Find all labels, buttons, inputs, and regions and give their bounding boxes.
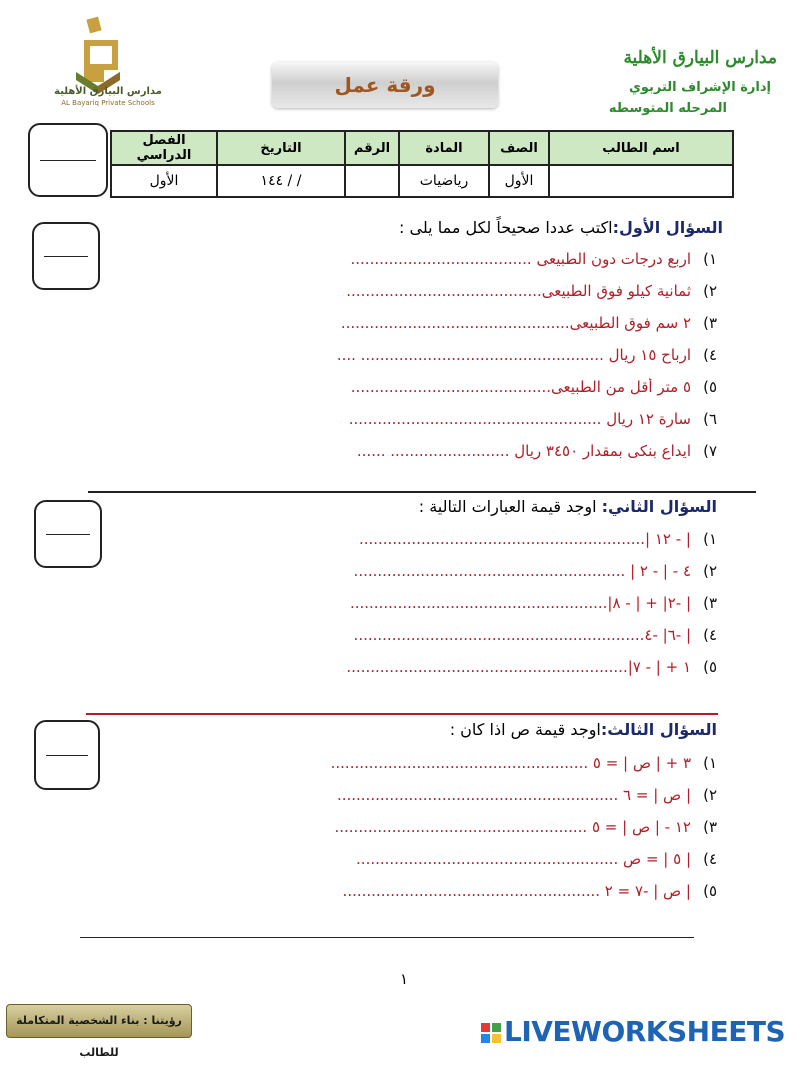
q2-prompt: اوجد قيمة العبارات التالية : [418,497,597,516]
q3-item-number: ٢) [703,786,717,804]
q1-item-text[interactable]: ارباح ١٥ ريال ................................................... .... [336,346,691,364]
q1-item-number: ١) [703,250,717,268]
divider-3 [80,937,694,938]
header-student-name: اسم الطالب [549,131,733,165]
q2-item-text[interactable]: | -٢| + | - ٨|...................................................... [349,594,691,612]
q3-heading [450,720,717,739]
divider-1 [88,491,756,493]
q3-item-text[interactable]: ١٢ - | ص | = ٥ ..................................................... [334,818,691,836]
q3-prompt: اوجد قيمة ص اذا كان : [449,720,601,739]
q2-item-text[interactable]: | - ١٢ |............................................................ [358,530,691,548]
subject-value: رياضيات [399,165,489,197]
school-name: مدارس البيارق الأهلية [623,48,777,68]
q1-prompt: اكتب عددا صحيحاً لكل مما يلى : [399,218,613,237]
grade-value: الأول [489,165,549,197]
department-name: إدارة الإشراف التربوي [628,80,771,95]
q1-item-text[interactable]: ٢ سم فوق الطبيعى................................................ [340,314,691,332]
q1-item-text[interactable]: ٥ متر أقل من الطبيعى.......................................... [350,378,691,396]
q3-item-text[interactable]: | ص | = ٦ ........................................................... [336,786,691,804]
q3-item-text[interactable]: | ص | -٧ = ٢ ...................................................... [342,882,691,900]
q3-item-number: ٤) [703,850,717,868]
q1-item-number: ٥) [703,378,717,396]
q1-title: السؤال الأول: [612,218,723,237]
q2-item-text[interactable]: ١ + | - ٧|........................................................... [346,658,691,676]
divider-2 [86,713,718,715]
semester-value: الأول [111,165,217,197]
q2-item-number: ٣) [703,594,717,612]
q1-item-number: ٧) [703,442,717,460]
logo-text-en: AL Bayariq Private Schools [61,99,155,107]
liveworksheets-brand[interactable]: LIVEWORKSHEETS [504,1015,786,1048]
q2-title: السؤال الثاني: [601,497,717,516]
q2-item-text[interactable]: ٤ - | - ٢ | ......................................................... [353,562,691,580]
q2-item-number: ٥) [703,658,717,676]
student-info-table [110,130,734,198]
q3-item-text[interactable]: | ٥ | = ص ....................................................... [356,850,691,868]
q1-item-text[interactable]: ايداع بنكى بمقدار ٣٤٥٠ ريال ......................... ...... [356,442,691,460]
q3-title: السؤال الثالث: [600,720,717,739]
q1-item-text[interactable]: ثمانية كيلو فوق الطبيعى......................................... [346,282,691,300]
q3-item-text[interactable]: ٣ + | ص | = ٥ ...................................................... [330,754,691,772]
q3-item-number: ١) [703,754,717,772]
vision-banner: رؤيتنا : بناء الشخصية المتكاملة للطالب [6,1004,192,1038]
q2-item-number: ٤) [703,626,717,644]
worksheet-title: ورقة عمل [272,62,498,108]
q3-item-number: ٥) [703,882,717,900]
student-name-field[interactable] [549,165,733,197]
q2-item-number: ١) [703,530,717,548]
header-semester: الفصل الدراسي [111,131,217,165]
header-grade: الصف [489,131,549,165]
q3-score-box[interactable] [34,720,100,790]
q2-score-box[interactable] [34,500,102,568]
q1-item-text[interactable]: سارة ١٢ ريال ..................................................... [348,410,691,428]
liveworksheets-logo-icon [480,1022,502,1044]
q2-item-text[interactable]: | -٦| -٤............................................................. [353,626,691,644]
header-subject: المادة [399,131,489,165]
q1-item-number: ٤) [703,346,717,364]
q2-heading [419,497,717,516]
q1-score-box[interactable] [32,222,100,290]
q2-item-number: ٢) [703,562,717,580]
q3-item-number: ٣) [703,818,717,836]
stage-name: المرحله المتوسطه [608,101,727,116]
q1-heading [399,218,723,237]
date-value: / / ١٤٤ [217,165,345,197]
q1-item-text[interactable]: اربع درجات دون الطبيعى ...................................... [350,250,691,268]
header-number: الرقم [345,131,399,165]
page-number: ١ [400,970,409,988]
q1-item-number: ٣) [703,314,717,332]
number-field[interactable] [345,165,399,197]
logo-text-ar: مدارس البيارق الأهلية [54,86,162,97]
q1-item-number: ٦) [703,410,717,428]
q1-item-number: ٢) [703,282,717,300]
total-score-box[interactable] [28,123,108,197]
header-date: التاريخ [217,131,345,165]
